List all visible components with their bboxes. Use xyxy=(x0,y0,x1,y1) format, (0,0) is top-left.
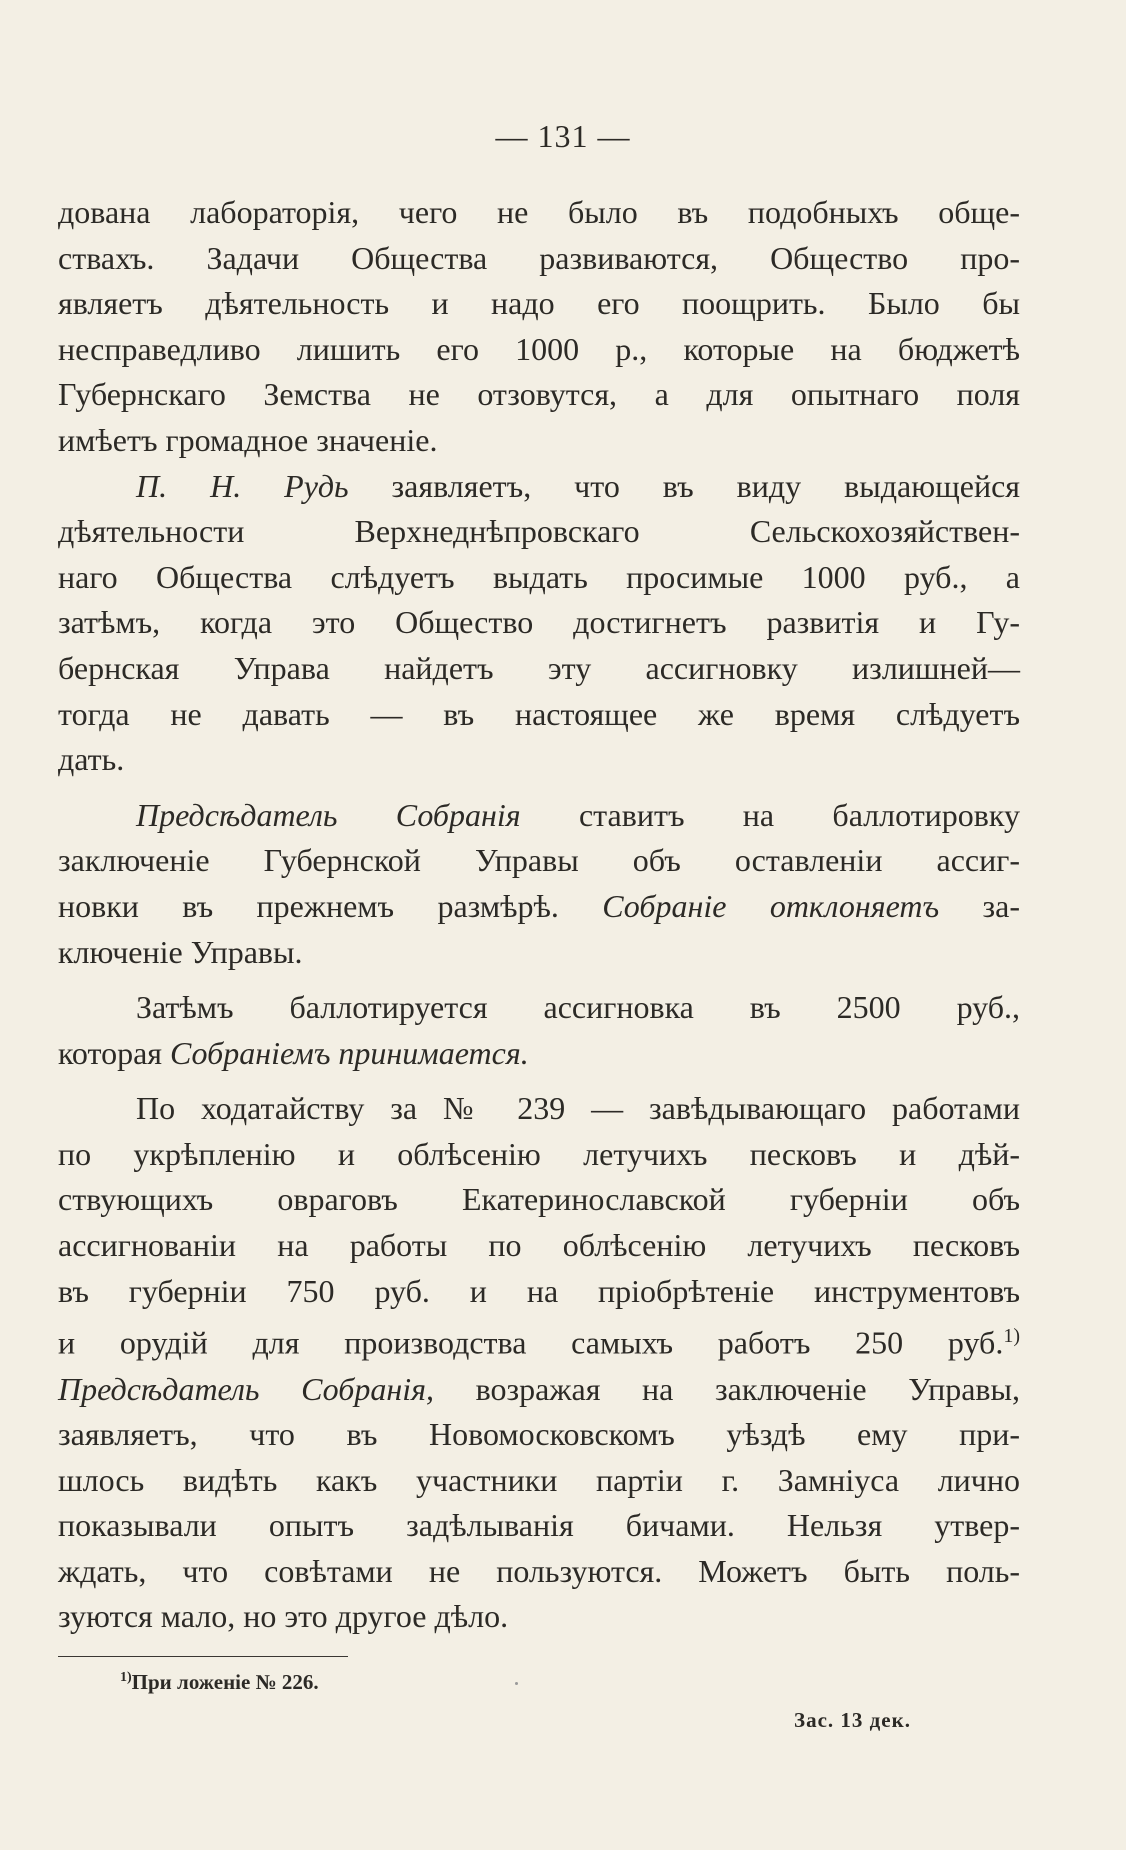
text-line: заявляетъ, что въ Новомосковскомъ уѣздѣ ему при- xyxy=(58,1416,1020,1453)
paragraph-gap xyxy=(58,975,1020,985)
footnote-text: При ложеніе № 226. xyxy=(131,1670,319,1694)
signature-mark: Зас. 13 дек. xyxy=(794,1708,911,1732)
speaker-name: П. Н. Рудь xyxy=(136,467,349,504)
text-line xyxy=(58,1031,1020,1077)
text-line: по укрѣпленію и облѣсенію летучихъ песковъ и дѣй- xyxy=(58,1135,1020,1172)
text-fragment: за- xyxy=(939,887,1021,924)
text-line: ассигнованіи на работы по облѣсенію летучихъ песковъ xyxy=(58,1227,1020,1264)
text-line: затѣмъ, когда это Общество достигнетъ развитія и Гу- xyxy=(58,604,1020,641)
emphasis-text: Собраніе отклоняетъ xyxy=(602,887,940,924)
text-line: наго Общества слѣдуетъ выдать просимые 1000 руб., а xyxy=(58,558,1020,595)
text-fragment: новки въ прежнемъ размѣрѣ. xyxy=(58,887,603,924)
paragraph-gap xyxy=(58,1076,1020,1086)
text-line: Затѣмъ баллотируется ассигновка въ 2500 руб., xyxy=(136,989,1020,1026)
speaker-name: Предсѣдатель Собранія, xyxy=(58,1370,434,1407)
text-line: имѣетъ громадное значеніе. xyxy=(58,421,438,458)
text-line: заключеніе Губернской Управы объ оставленіи ассиг- xyxy=(58,842,1020,879)
text-line xyxy=(58,1314,1020,1366)
footnote-reference: 1) xyxy=(1003,1325,1020,1348)
text-line: дована лабораторія, чего не было въ подобныхъ обще- xyxy=(58,194,1020,230)
page-number: — 131 — xyxy=(495,118,631,154)
body-text xyxy=(58,190,1020,1640)
text-fragment: которая xyxy=(58,1034,170,1071)
paragraph-gap xyxy=(58,783,1020,793)
text-fragment: заявляетъ, что въ виду выдающейся xyxy=(348,467,1020,504)
text-line: тогда не давать — въ настоящее же время слѣдуетъ xyxy=(58,695,1020,732)
text-line: ствахъ. Задачи Общества развиваются, Общество про- xyxy=(58,239,1020,276)
text-line xyxy=(58,1367,1020,1413)
text-line: бернская Управа найдетъ эту ассигновку излишней— xyxy=(58,649,1020,686)
text-line xyxy=(58,793,1020,839)
text-line xyxy=(58,884,1020,930)
emphasis-text: Собраніемъ принимается. xyxy=(169,1034,529,1071)
text-line: зуются мало, но это другое дѣло. xyxy=(58,1598,509,1635)
text-line xyxy=(58,464,1020,510)
text-line: ствующихъ овраговъ Екатеринославской губерніи объ xyxy=(58,1181,1020,1218)
footnote-mark: 1) xyxy=(120,1670,132,1685)
text-line: ключеніе Управы. xyxy=(58,933,303,970)
footnote-divider xyxy=(58,1656,348,1657)
speck-mark xyxy=(515,1682,518,1685)
text-fragment: возражая на заключеніе Управы, xyxy=(434,1370,1021,1407)
text-line: ждать, что совѣтами не пользуются. Можетъ быть поль- xyxy=(58,1552,1020,1589)
speaker-name: Предсѣдатель Собранія xyxy=(136,796,521,833)
text-line: показывали опытъ задѣлыванія бичами. Нельзя утвер- xyxy=(58,1507,1020,1544)
text-line: являетъ дѣятельность и надо его поощрить. Было бы xyxy=(58,285,1020,322)
text-line: дѣятельности Верхнеднѣпровскаго Сельскохозяйствен- xyxy=(58,513,1020,550)
text-line: Губернскаго Земства не отзовутся, а для опытнаго поля xyxy=(58,376,1020,413)
text-line: въ губерніи 750 руб. и на пріобрѣтеніе инструментовъ xyxy=(58,1272,1020,1309)
text-line: По ходатайству за № 239 — завѣдывающаго работами xyxy=(136,1090,1020,1127)
text-line: несправедливо лишить его 1000 р., которые на бюджетѣ xyxy=(58,330,1020,367)
text-fragment: и орудій для производства самыхъ работъ 250 руб. xyxy=(58,1324,1004,1361)
text-fragment: ставитъ на баллотировку xyxy=(520,796,1020,833)
text-line: шлось видѣть какъ участники партіи г. Замніуса лично xyxy=(58,1461,1020,1498)
footnote xyxy=(120,1670,319,1695)
text-line: дать. xyxy=(58,741,125,778)
